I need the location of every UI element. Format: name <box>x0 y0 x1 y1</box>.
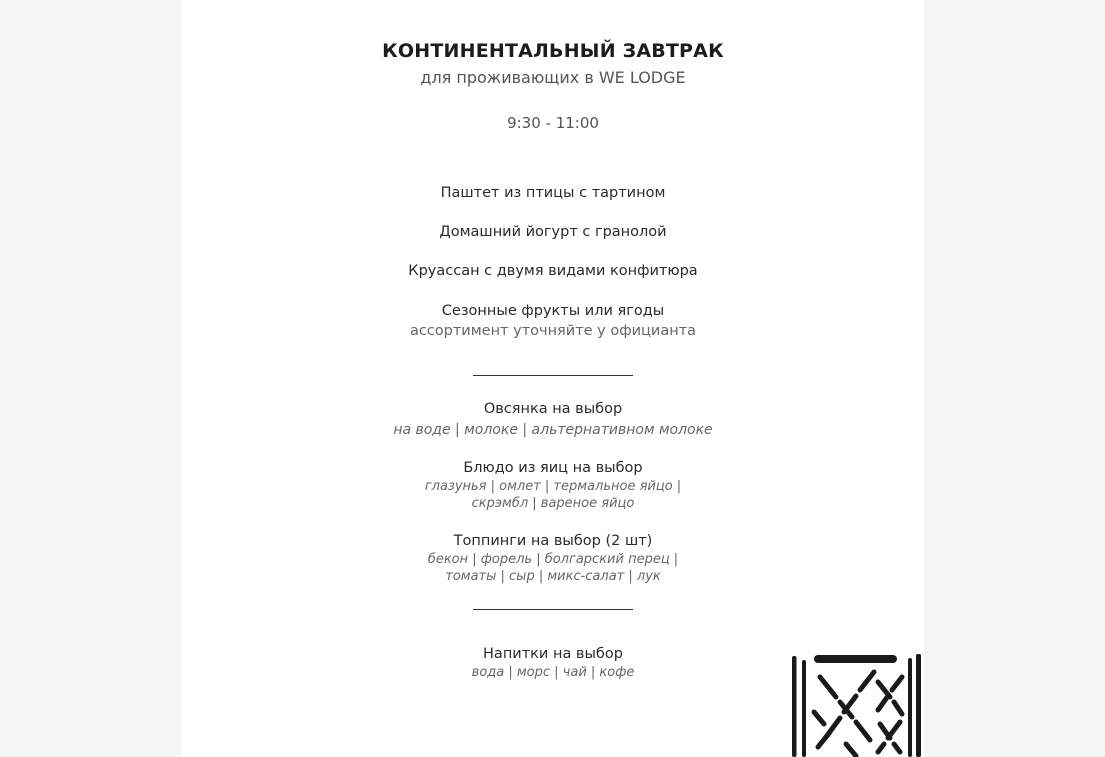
menu-item-fruits-note: ассортимент уточняйте у официанта <box>409 323 697 339</box>
menu-sheet <box>182 0 924 757</box>
menu-item-yogurt: Домашний йогурт с гранолой <box>439 224 667 240</box>
menu-item-oatmeal: Овсянка на выбор <box>483 401 623 417</box>
menu-item-toppings-options-1: бекон | форель | болгарский перец | <box>427 552 679 567</box>
menu-item-fruits: Сезонные фрукты или ягоды <box>441 303 665 319</box>
menu-item-eggs-options-2: скрэмбл | вареное яйцо <box>471 496 635 511</box>
menu-item-drinks: Напитки на выбор <box>483 646 623 662</box>
menu-item-pate: Паштет из птицы с тартином <box>440 185 666 201</box>
menu-item-croissant: Круассан с двумя видами конфитюра <box>408 263 698 279</box>
menu-item-drinks-options: вода | морс | чай | кофе <box>471 665 635 680</box>
geometric-lattice-ornament-icon <box>790 652 924 757</box>
menu-item-eggs: Блюдо из яиц на выбор <box>463 460 643 476</box>
serving-hours: 9:30 - 11:00 <box>507 114 599 132</box>
menu-item-toppings: Топпинги на выбор (2 шт) <box>453 533 653 549</box>
section-divider <box>473 375 633 376</box>
menu-item-toppings-options-2: томаты | сыр | микс-салат | лук <box>445 569 661 584</box>
menu-subtitle: для проживающих в WE LODGE <box>420 68 686 87</box>
section-divider <box>473 609 633 610</box>
menu-item-eggs-options-1: глазунья | омлет | термальное яйцо | <box>424 479 682 494</box>
menu-item-oatmeal-options: на воде | молоке | альтернативном молоке <box>393 422 713 438</box>
menu-title: КОНТИНЕНТАЛЬНЫЙ ЗАВТРАК <box>382 40 724 62</box>
